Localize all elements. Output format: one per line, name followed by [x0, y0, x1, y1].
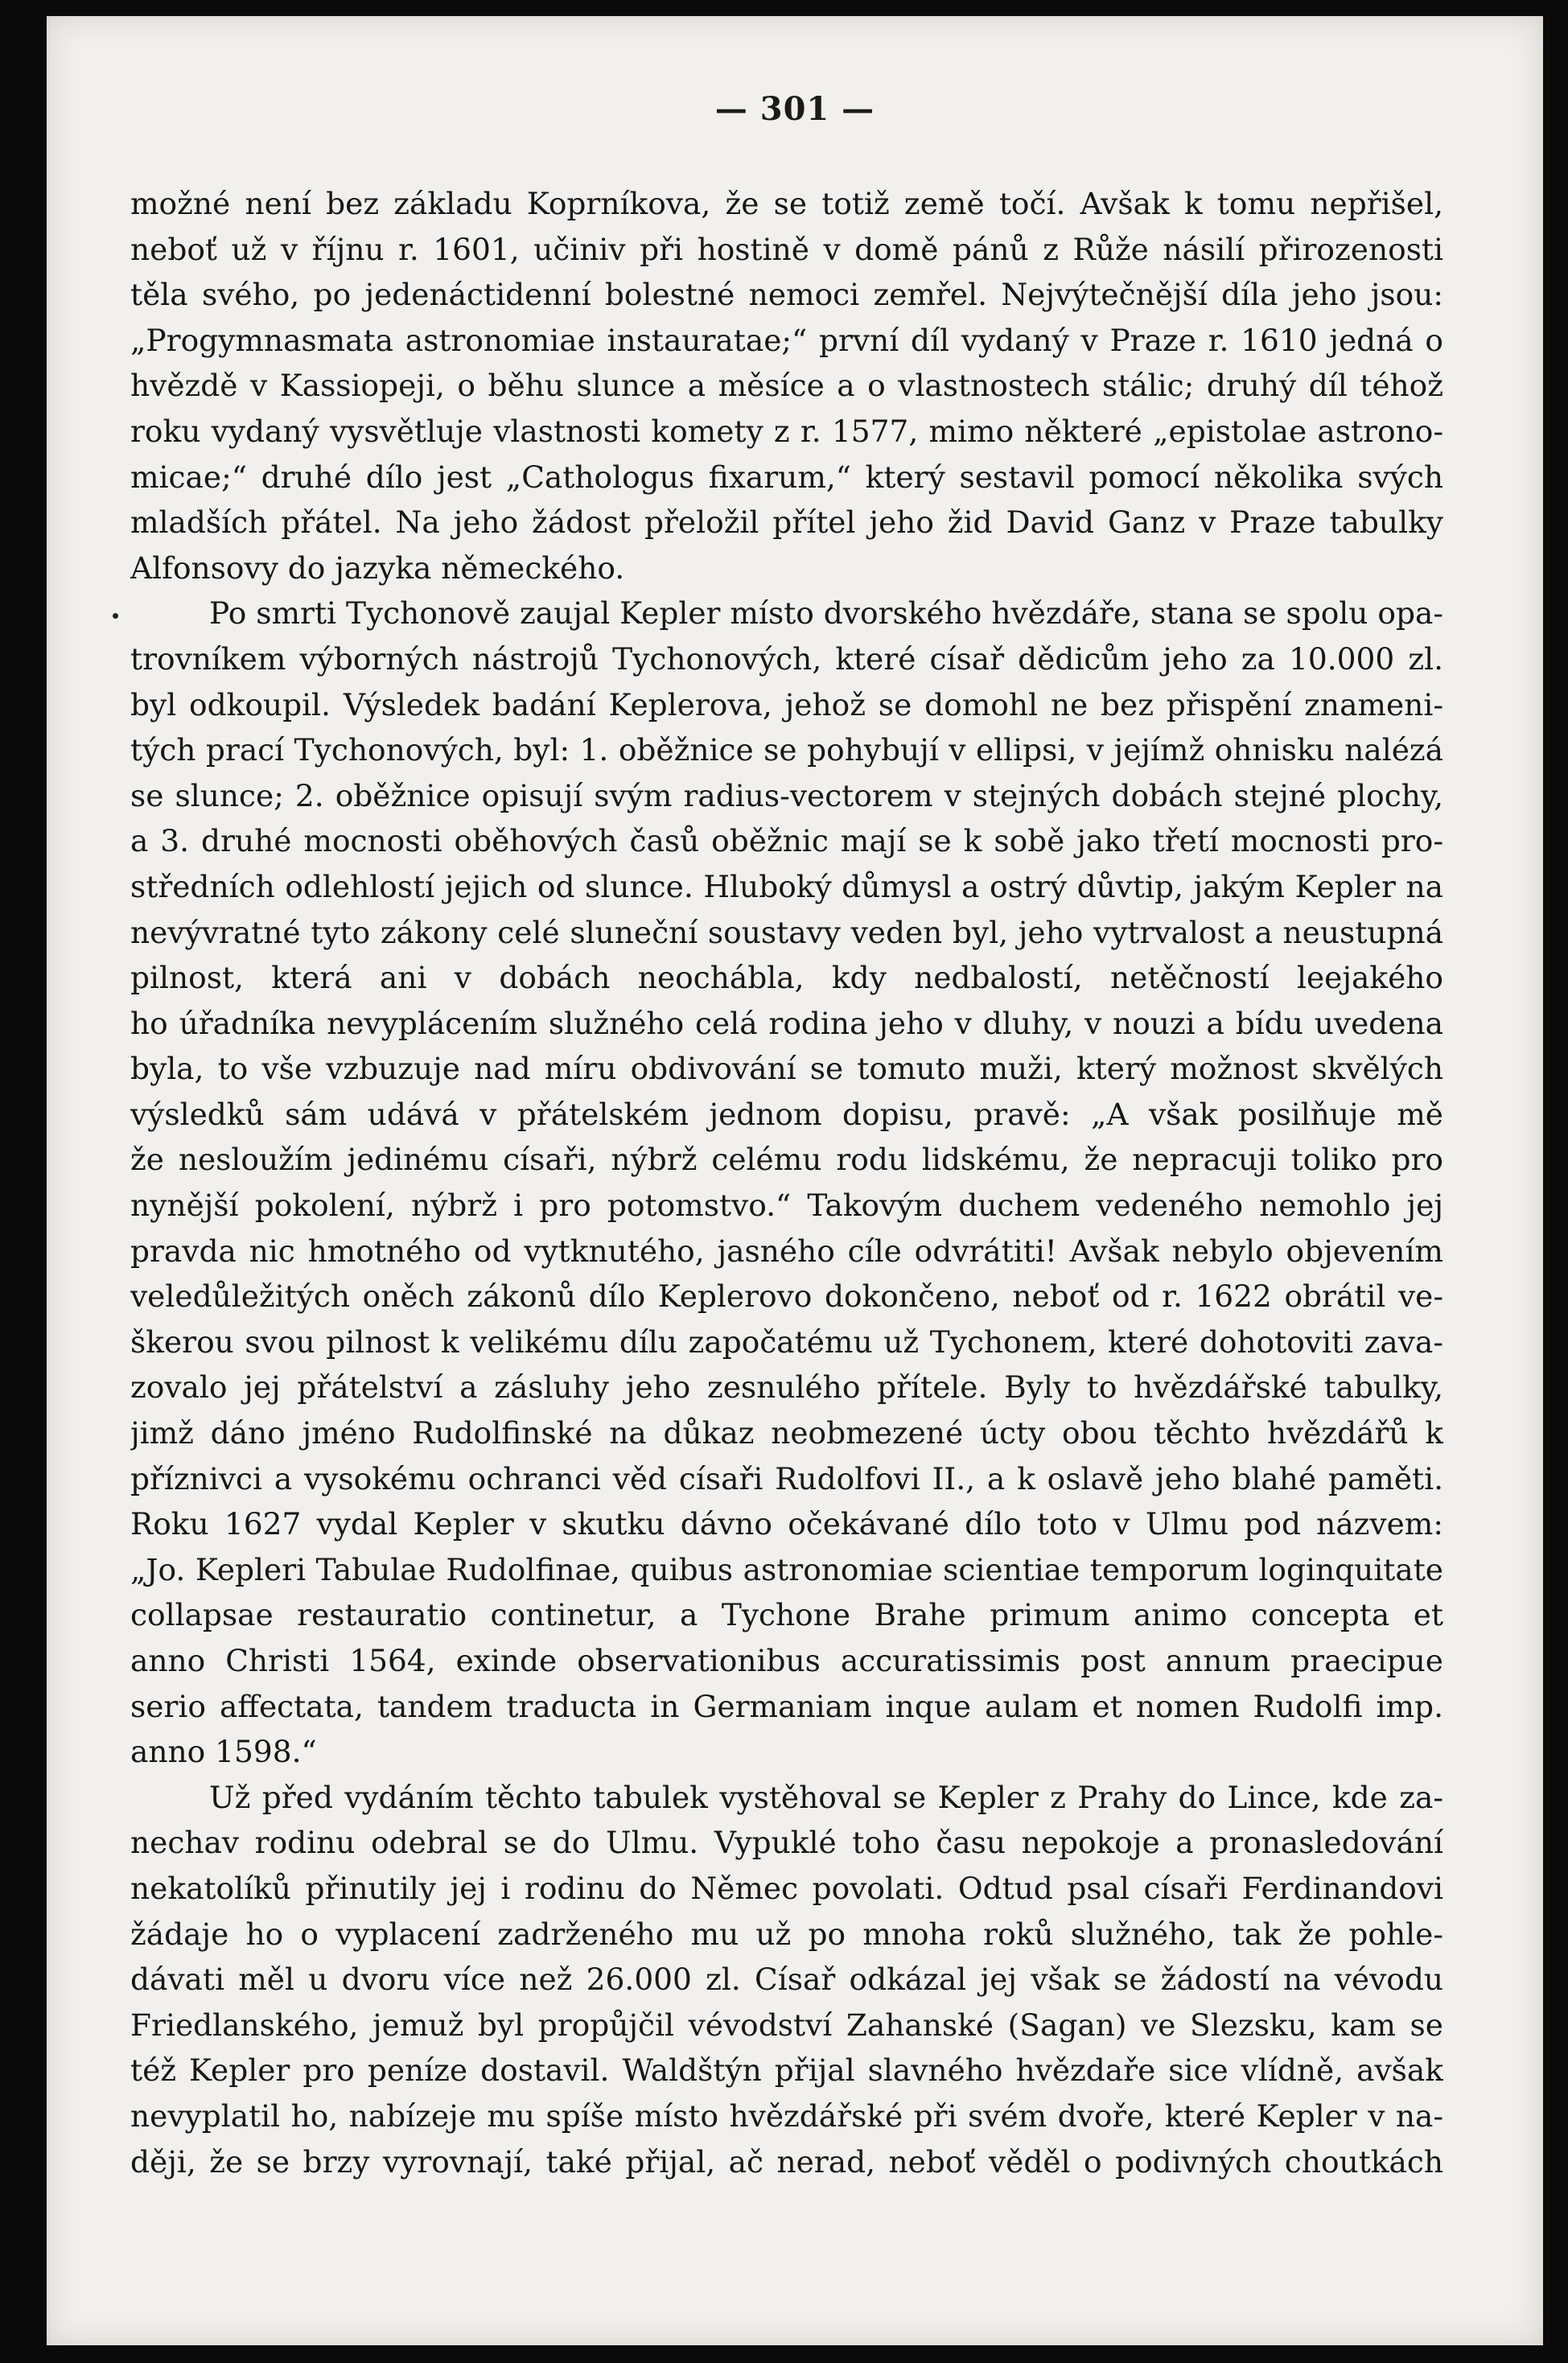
text-line-content: dávati měl u dvoru více než 26.000 zl. Císař odkázal jej však se žádostí na vévodu	[130, 1962, 1443, 1998]
margin-dot	[113, 613, 118, 619]
text-line	[130, 591, 1443, 636]
text-line	[130, 1365, 1443, 1410]
text-line-content: pravda nic hmotného od vytknutého, jasného cíle odvrátiti! Avšak nebylo objevením	[130, 1233, 1443, 1269]
text-line	[130, 1638, 1443, 1684]
page-number: — 301 —	[714, 90, 875, 128]
text-line	[130, 1592, 1443, 1638]
text-line	[130, 227, 1443, 273]
text-line-content: výsledků sám udává v přátelském jednom dopisu, pravě: „A však posilňuje mě	[130, 1096, 1443, 1132]
text-line	[130, 1229, 1443, 1274]
text-line-content: Už před vydáním těchto tabulek vystěhoval se Kepler z Prahy do Lince, kde za-	[209, 1779, 1443, 1815]
text-line	[130, 864, 1443, 910]
text-line-content: serio affectata, tandem traducta in Germaniam inque aulam et nomen Rudolfi imp.	[130, 1688, 1443, 1724]
text-line	[130, 727, 1443, 773]
text-line-content: mladších přátel. Na jeho žádost přeložil přítel jeho žid David Ganz v Praze tabulky	[130, 504, 1443, 541]
text-line-content: a 3. druhé mocnosti oběhových časů oběžnic mají se k sobě jako třetí mocnosti pro-	[130, 823, 1443, 859]
text-line-content: byl odkoupil. Výsledek badání Keplerova, jehož se domohl ne bez přispění znameni-	[130, 686, 1443, 722]
text-line	[130, 1319, 1443, 1365]
text-line	[130, 455, 1443, 500]
text-line	[130, 1684, 1443, 1730]
text-line-content: středních odlehlostí jejich od slunce. Hluboký důmysl a ostrý důvtip, jakým Kepler na	[130, 868, 1443, 904]
text-line-content: anno Christi 1564, exinde observationibus accuratissimis post annum praecipue	[130, 1643, 1443, 1678]
text-line	[130, 1183, 1443, 1229]
text-line-content: nevývratné tyto zákony celé sluneční soustavy veden byl, jeho vytrvalost a neustupná	[130, 914, 1443, 950]
text-line	[130, 318, 1443, 364]
text-line	[130, 1001, 1443, 1047]
text-line	[130, 1820, 1443, 1866]
text-line-content: zovalo jej přátelství a zásluhy jeho zesnulého přítele. Byly to hvězdářské tabulky,	[130, 1369, 1443, 1406]
text-line-content: anno 1598.“	[130, 1734, 317, 1770]
text-line	[130, 1729, 1443, 1775]
text-line-content: Alfonsovy do jazyka německého.	[130, 550, 625, 586]
body-text	[130, 181, 1443, 2184]
text-line-content: se slunce; 2. oběžnice opisují svým radius-vectorem v stejných dobách stejné plochy,	[130, 777, 1443, 813]
text-line-content: těla svého, po jedenáctidenní bolestné nemoci zemřel. Nejvýtečnější díla jeho jsou:	[130, 277, 1443, 313]
text-line	[130, 818, 1443, 864]
text-line-content: žádaje ho o vyplacení zadrženého mu už po mnoha roků služného, tak že pohle-	[130, 1916, 1443, 1952]
text-line	[130, 409, 1443, 455]
text-line-content: nechav rodinu odebral se do Ulmu. Vypuklé toho času nepokoje a pronasledování	[130, 1825, 1443, 1861]
text-line	[130, 1866, 1443, 1912]
text-line-content: že nesloužím jedinému císaři, nýbrž celému rodu lidskému, že nepracuji toliko pro	[130, 1142, 1443, 1178]
text-line-content: micae;“ druhé dílo jest „Cathologus fixarum,“ který sestavil pomocí několika svých	[130, 459, 1443, 495]
text-line-content: byla, to vše vzbuzuje nad míru obdivování se tomuto muži, který možnost skvělých	[130, 1051, 1443, 1087]
text-line	[130, 773, 1443, 819]
book-page	[47, 16, 1543, 2345]
text-line-content: „Jo. Kepleri Tabulae Rudolfinae, quibus astronomiae scientiae temporum loginquitate	[130, 1551, 1443, 1587]
text-line	[130, 1137, 1443, 1183]
text-line-content: nekatolíků přinutily jej i rodinu do Němec povolati. Odtud psal císaři Ferdinandovi	[130, 1870, 1443, 1906]
text-line	[130, 1456, 1443, 1502]
text-line-content: ději, že se brzy vyrovnají, také přijal, ač nerad, neboť věděl o podivných choutkách	[130, 2143, 1443, 2180]
text-line	[130, 545, 1443, 591]
text-line	[130, 682, 1443, 728]
text-line-content: Po smrti Tychonově zaujal Kepler místo dvorského hvězdáře, stana se spolu opa-	[209, 595, 1443, 632]
text-line	[130, 1046, 1443, 1092]
text-line	[130, 1547, 1443, 1593]
text-line	[130, 1501, 1443, 1547]
text-line	[130, 2139, 1443, 2185]
text-line	[130, 1092, 1443, 1138]
text-line	[130, 1410, 1443, 1456]
text-line-content: ho úřadníka nevyplácením služného celá rodina jeho v dluhy, v nouzi a bídu uvedena	[130, 1005, 1443, 1041]
text-line-content: trovníkem výborných nástrojů Tychonových, které císař dědicům jeho za 10.000 zl.	[130, 640, 1443, 677]
text-line	[130, 636, 1443, 682]
text-line-content: Roku 1627 vydal Kepler v skutku dávno očekávané dílo toto v Ulmu pod názvem:	[130, 1506, 1443, 1542]
text-line	[130, 181, 1443, 227]
text-line-content: veledůležitých oněch zákonů dílo Keplerovo dokončeno, neboť od r. 1622 obrátil ve-	[130, 1278, 1443, 1315]
text-line	[130, 1912, 1443, 1958]
text-line	[130, 1775, 1443, 1821]
text-line-content: nevyplatil ho, nabízeje mu spíše místo hvězdářské při svém dvoře, které Kepler v na-	[130, 2097, 1443, 2134]
text-line-content: jimž dáno jméno Rudolfinské na důkaz neobmezené úcty obou těchto hvězdářů k	[130, 1415, 1443, 1451]
text-line-content: tých prací Tychonových, byl: 1. oběžnice se pohybují v ellipsi, v jejímž ohnisku nalézá	[130, 732, 1443, 768]
text-line-content: roku vydaný vysvětluje vlastnosti komety z r. 1577, mimo některé „epistolae astrono-	[130, 413, 1443, 449]
text-line-content: neboť už v říjnu r. 1601, učiniv při hostině v domě pánů z Růže násilí přirozenosti	[130, 231, 1443, 267]
text-line-content: collapsae restauratio continetur, a Tychone Brahe primum animo concepta et	[130, 1597, 1443, 1633]
text-line-content: příznivci a vysokému ochranci věd císaři Rudolfovi II., a k oslavě jeho blahé paměti.	[130, 1460, 1443, 1496]
text-line	[130, 500, 1443, 545]
text-line-content: „Progymnasmata astronomiae instauratae;“ první díl vydaný v Praze r. 1610 jedná o	[130, 322, 1443, 358]
text-line-content: hvězdě v Kassiopeji, o běhu slunce a měsíce a o vlastnostech stálic; druhý díl téhož	[130, 368, 1443, 404]
text-line-content: pilnost, která ani v dobách neochábla, kdy nedbalostí, netěčností leejakého	[130, 960, 1443, 996]
text-line	[130, 363, 1443, 409]
text-line	[130, 955, 1443, 1001]
text-line-content: Friedlanského, jemuž byl propůjčil vévodství Zahanské (Sagan) ve Slezsku, kam se	[130, 2007, 1443, 2043]
text-line	[130, 2048, 1443, 2093]
text-line-content: též Kepler pro peníze dostavil. Waldštýn přijal slavného hvězdaře sice vlídně, avšak	[130, 2052, 1443, 2089]
text-line	[130, 272, 1443, 318]
text-line	[130, 2003, 1443, 2048]
text-line	[130, 2093, 1443, 2139]
text-line-content: škerou svou pilnost k velikému dílu započatému už Tychonem, které dohotoviti zava-	[130, 1324, 1443, 1360]
text-line-content: možné není bez základu Koprníkova, že se totiž země točí. Avšak k tomu nepřišel,	[130, 186, 1443, 221]
text-line	[130, 1957, 1443, 2003]
text-line	[130, 1274, 1443, 1319]
text-line	[130, 910, 1443, 956]
text-line-content: nynější pokolení, nýbrž i pro potomstvo.“ Takovým duchem vedeného nemohlo jej	[130, 1188, 1443, 1224]
